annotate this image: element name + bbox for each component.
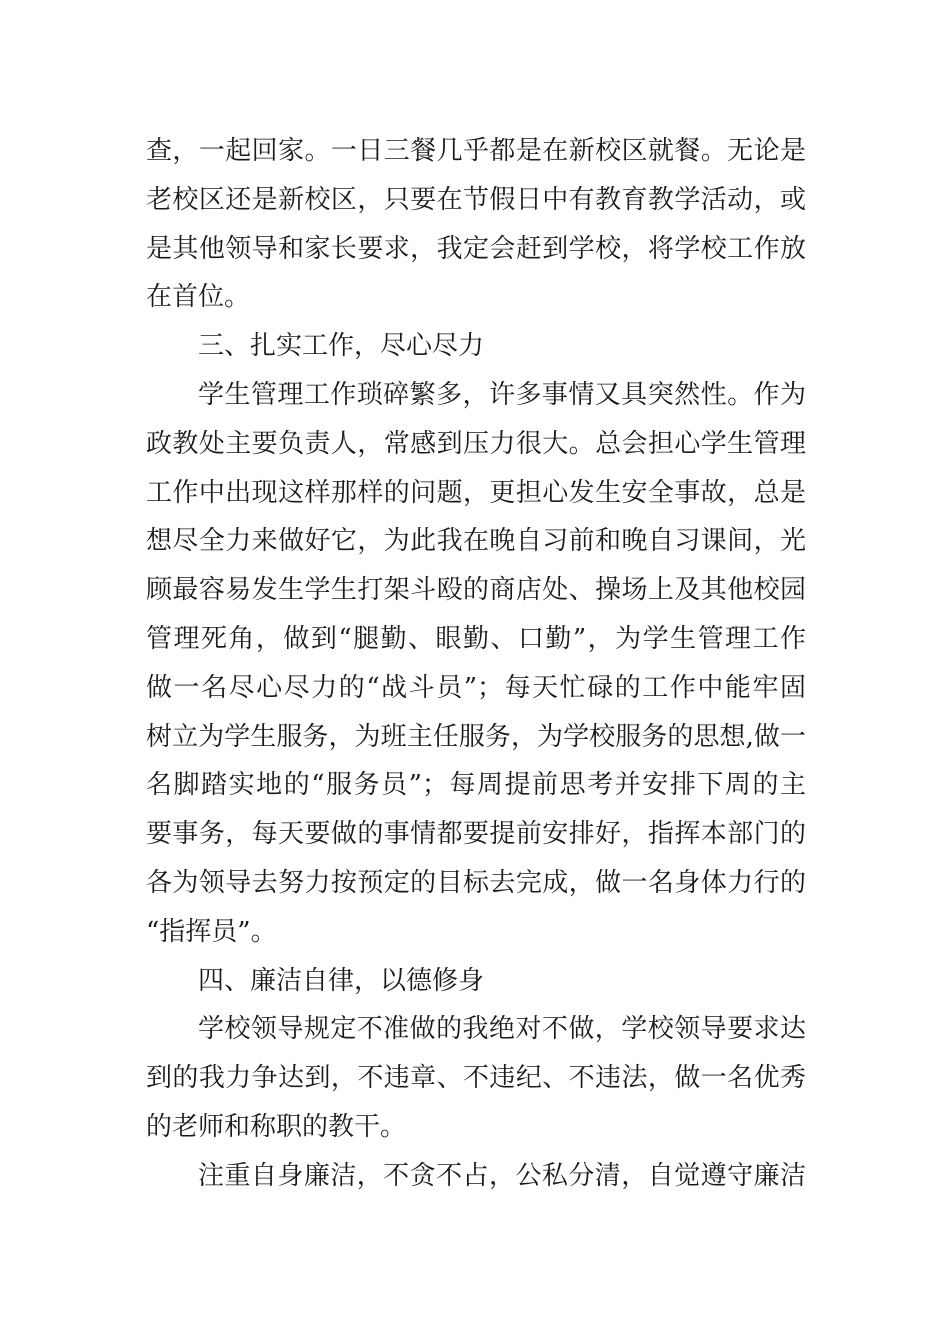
text-line: 老校区还是新校区，只要在节假日中有教育教学活动，或 [146,184,806,215]
text-line: 名脚踏实地的“服务员”；每周提前思考并安排下周的主 [146,770,806,801]
paragraph-continuation [146,127,806,322]
text-line: 做一名尽心尽力的“战斗员”；每天忙碌的工作中能牢固 [146,672,806,703]
text-line: “指挥员”。 [146,916,277,947]
text-line: 树立为学生服务，为班主任服务，为学校服务的思想,做一 [146,721,806,752]
text-line: 的老师和称职的教干。 [146,1111,407,1142]
text-line: 查，一起回家。一日三餐几乎都是在新校区就餐。无论是 [146,136,806,166]
paragraph-rules [146,1005,806,1151]
text-line: 到的我力争达到，不违章、不违纪、不违法，做一名优秀 [146,1063,806,1094]
text-line: 工作中出现这样那样的问题，更担心发生安全事故，总是 [146,477,806,508]
text-line: 想尽全力来做好它，为此我在晚自习前和晚自习课间，光 [146,526,806,557]
paragraph-integrity [146,1152,806,1201]
text-line: 注重自身廉洁，不贪不占，公私分清，自觉遵守廉洁 [198,1160,806,1191]
text-line: 学生管理工作琐碎繁多，许多事情又具突然性。作为 [198,379,806,410]
section-heading: 三、扎实工作，尽心尽力 [198,331,485,362]
paragraph-student-management [146,371,806,957]
document-page [146,127,806,1201]
text-line: 政教处主要负责人，常感到压力很大。总会担心学生管理 [146,428,806,459]
text-line: 顾最容易发生学生打架斗殴的商店处、操场上及其他校园 [146,575,806,606]
text-line: 要事务，每天要做的事情都要提前安排好，指挥本部门的 [146,819,806,850]
text-line: 管理死角，做到“腿勤、眼勤、口勤”，为学生管理工作 [146,623,806,654]
text-line: 各为领导去努力按预定的目标去完成，做一名身体力行的 [146,867,806,898]
text-line: 学校领导规定不准做的我绝对不做，学校领导要求达 [198,1014,806,1045]
section-heading: 四、廉洁自律，以德修身 [198,965,485,996]
text-line: 是其他领导和家长要求，我定会赶到学校，将学校工作放 [146,233,806,264]
text-line: 在首位。 [146,282,251,313]
